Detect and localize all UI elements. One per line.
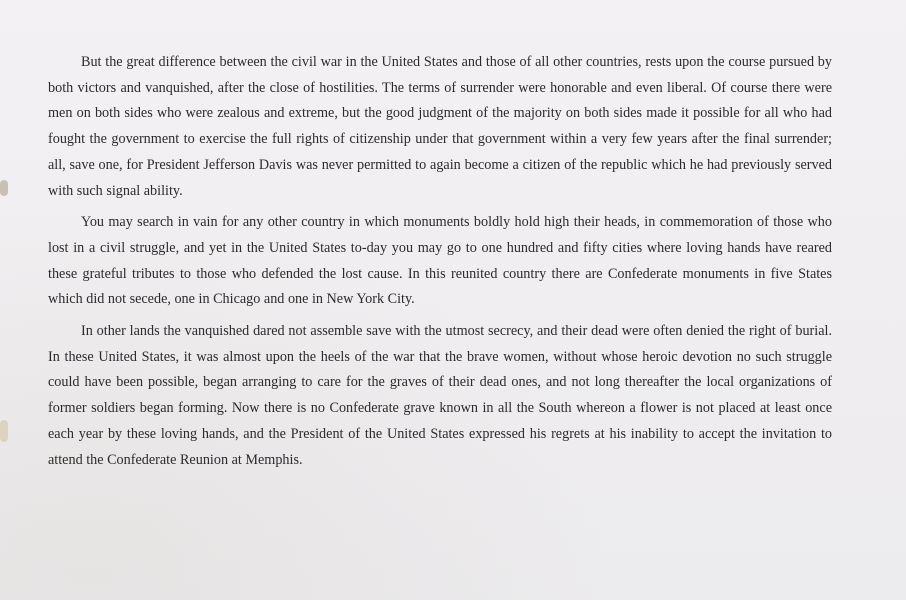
body-text	[48, 50, 832, 473]
paragraph-1: But the great difference between the civil war in the United States and those of all other countries, rests upon the course pursued by both victors and vanquished, after the close of hostilities. The terms of surrender were honorable and even liberal. Of course there were men on both sides who were zealous and extreme, but the good judgment of the majority on both sides made it possible for all who had fought the government to exercise the full rights of citizenship under that government within a very few years after the final surrender; all, save one, for President Jefferson Davis was never permitted to again become a citizen of the republic which he had previously served with such signal ability.	[48, 54, 832, 199]
paper-stain	[0, 420, 8, 442]
paper-stain	[0, 180, 8, 196]
paragraph-3: In other lands the vanquished dared not assemble save with the utmost secrecy, and their dead were often denied the right of burial. In these United States, it was almost upon the heels of the war that the brave women, without whose heroic devotion no such struggle could have been possible, began arranging to care for the graves of their dead ones, and not long thereafter the local organizations of former soldiers began forming. Now there is no Confederate grave known in all the South whereon a flower is not placed at least once each year by these loving hands, and the President of the United States expressed his regrets at his inability to accept the invitation to attend the Confederate Reunion at Memphis.	[48, 323, 832, 468]
paragraph-2: You may search in vain for any other country in which monuments boldly hold high their heads, in commemoration of those who lost in a civil struggle, and yet in the United States to-day you may go to one hundred and fifty cities where loving hands have reared these grateful tributes to those who defended the lost cause. In this reunited country there are Confederate monuments in five States which did not secede, one in Chicago and one in New York City.	[48, 214, 832, 308]
